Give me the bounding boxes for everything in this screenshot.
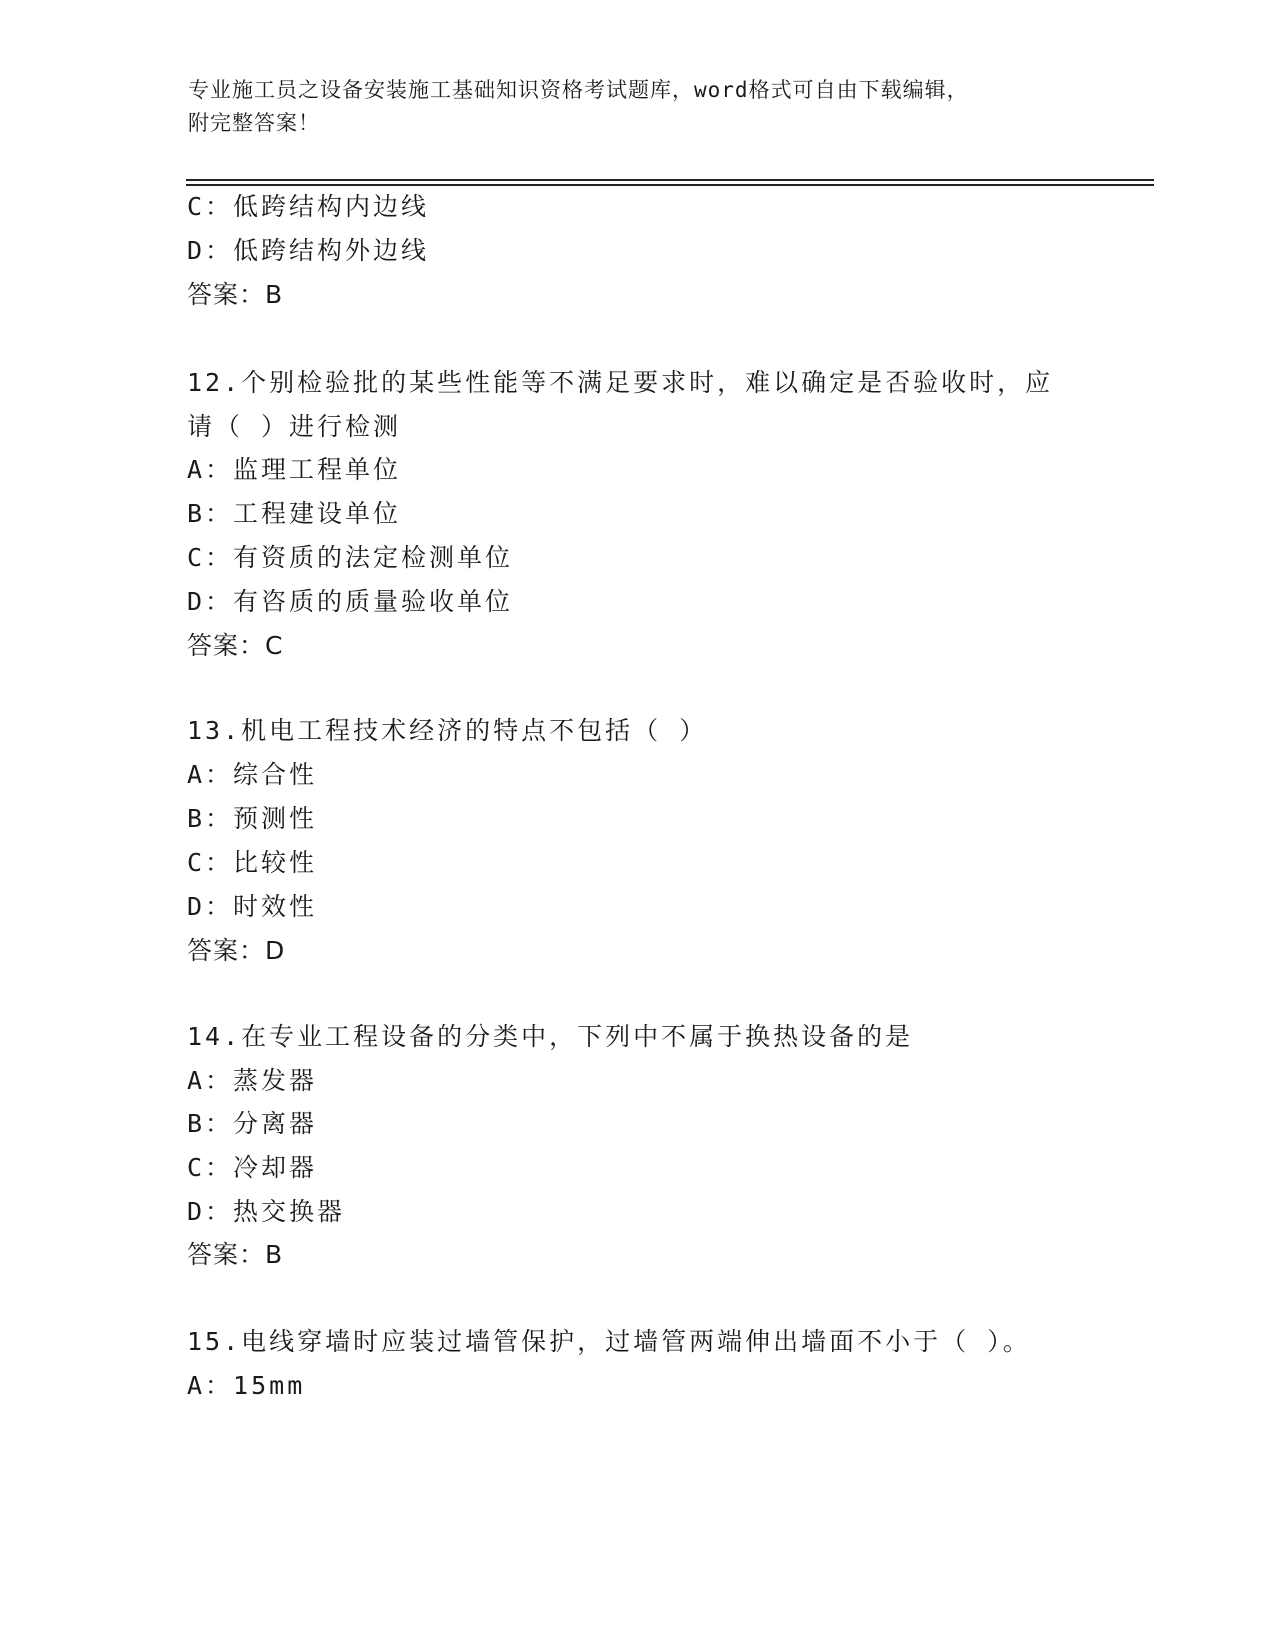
q11-answer: 答案：B [187,280,284,309]
q12-option-c: C：有资质的法定检测单位 [187,543,514,572]
q13-question: 13.机电工程技术经济的特点不包括（ ） [187,716,708,745]
q13-answer: 答案：D [187,936,286,965]
header-title-line-2: 附完整答案！ [188,111,320,135]
q13-option-a: A：综合性 [187,760,318,789]
document-header [188,74,1068,140]
q12-answer: 答案：C [187,631,284,660]
q14-option-c: C：冷却器 [187,1153,318,1182]
q13-option-b: B：预测性 [187,804,318,833]
q13-option-c: C：比较性 [187,848,318,877]
header-divider-bottom [186,184,1154,186]
q14-option-b: B：分离器 [187,1109,318,1138]
q12-question-line-1: 12.个别检验批的某些性能等不满足要求时，难以确定是否验收时，应 [187,368,1054,397]
q12-option-d: D：有咨质的质量验收单位 [187,587,514,616]
q14-question: 14.在专业工程设备的分类中，下列中不属于换热设备的是 [187,1022,914,1051]
header-title-line-1: 专业施工员之设备安装施工基础知识资格考试题库，word格式可自由下载编辑， [188,78,969,102]
q11-option-c: C：低跨结构内边线 [187,192,430,221]
q14-option-a: A：蒸发器 [187,1066,318,1095]
q13-option-d: D：时效性 [187,892,318,921]
q15-question: 15.电线穿墙时应装过墙管保护，过墙管两端伸出墙面不小于（ ）。 [187,1327,1031,1356]
q14-option-d: D：热交换器 [187,1197,346,1226]
q14-answer: 答案：B [187,1240,284,1269]
q12-option-b: B：工程建设单位 [187,499,402,528]
q12-option-a: A：监理工程单位 [187,455,402,484]
q12-question-line-2: 请（ ）进行检测 [187,412,402,441]
header-divider-top [186,179,1154,181]
q11-option-d: D：低跨结构外边线 [187,236,430,265]
q15-option-a: A：15mm [187,1371,306,1400]
